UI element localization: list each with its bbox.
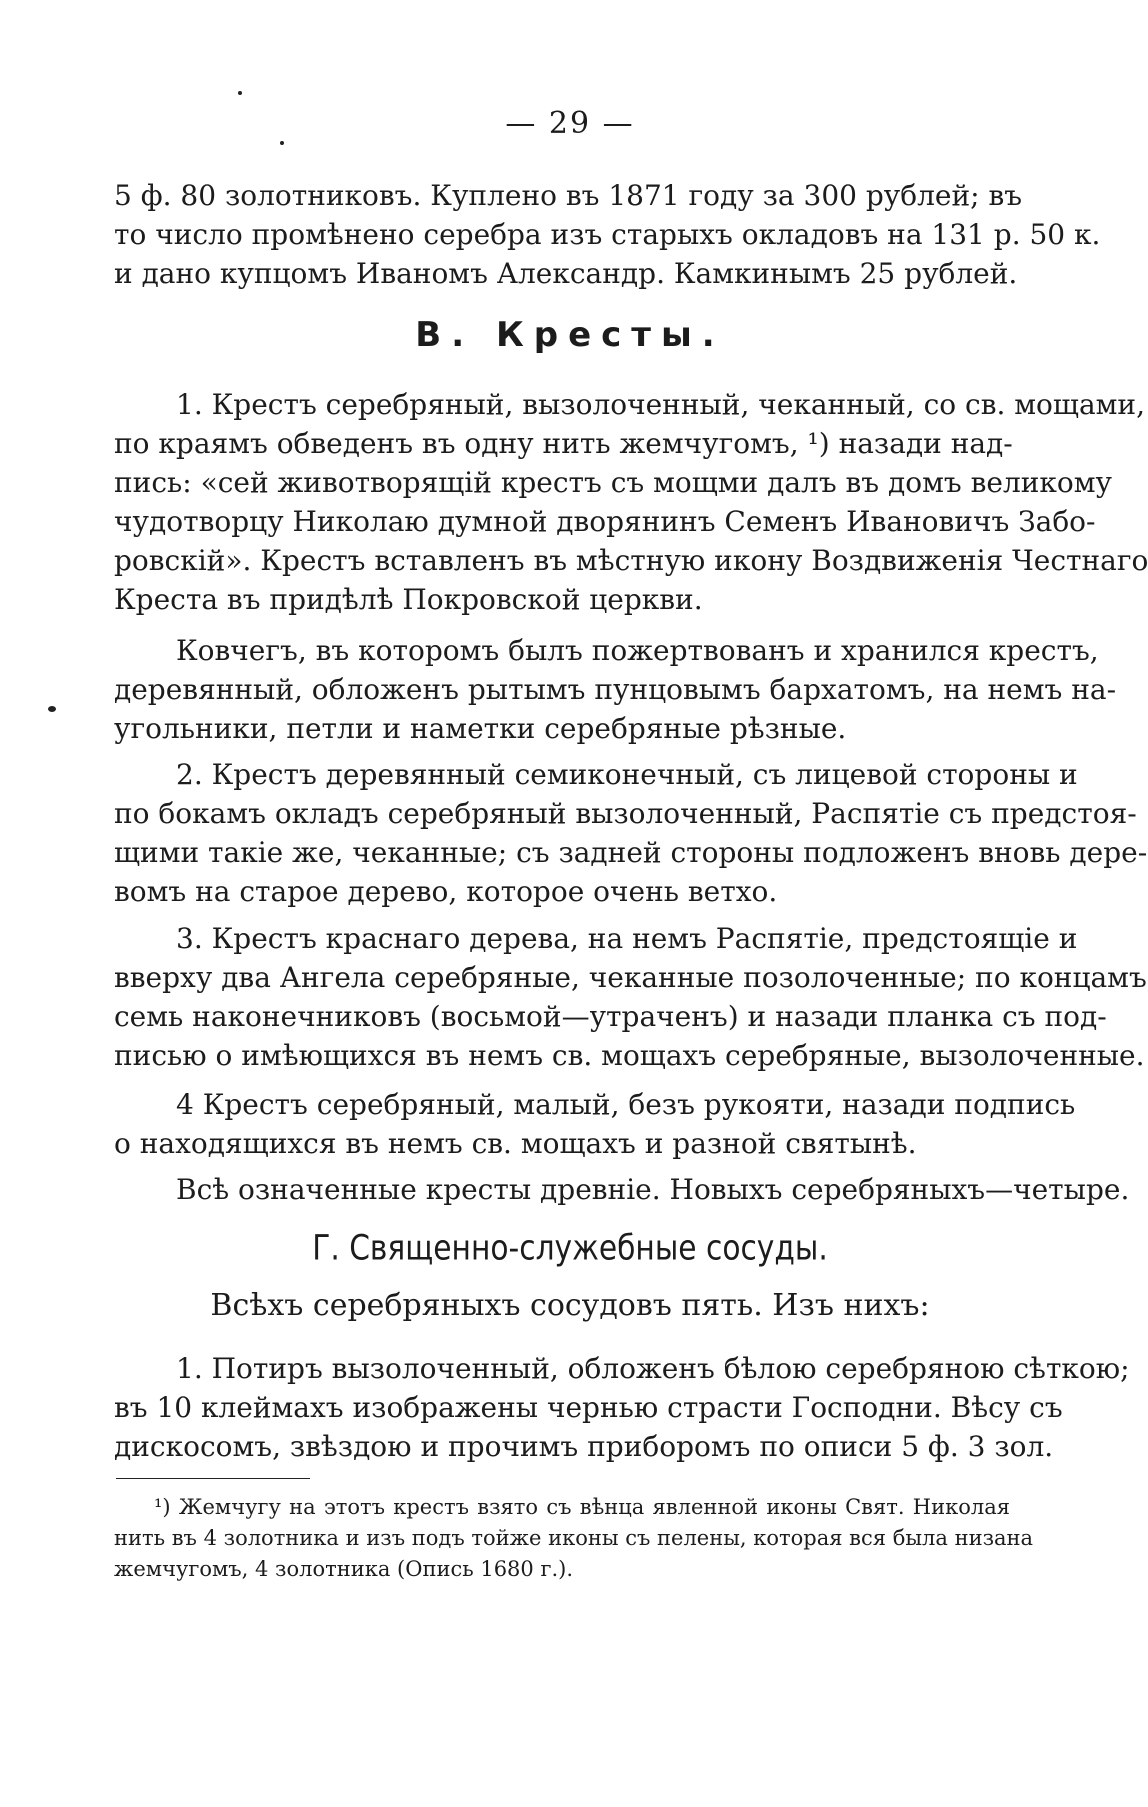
paragraph-cross-4	[114, 1085, 1076, 1163]
page-number: — 29 —	[505, 106, 635, 141]
text-line: чудотворцу Николаю думной дворянинъ Семенъ Ивановичъ Забо-	[114, 505, 1096, 538]
section-heading-vessels: Г. Священно-служебные сосуды.	[312, 1227, 828, 1268]
footnote-line: нить въ 4 золотника и изъ подъ тойже иконы съ пелены, которая вся была низана	[114, 1526, 1034, 1550]
print-speck	[48, 706, 56, 712]
footnote-line: ¹) Жемчугу на этотъ крестъ взято съ вѣнца явленной иконы Свят. Николая	[154, 1495, 1010, 1519]
text-line: Креста въ придѣлѣ Покровской церкви.	[114, 583, 703, 616]
text-line: семь наконечниковъ (восьмой—утраченъ) и назади планка съ под-	[114, 1000, 1107, 1033]
text-line: и дано купцомъ Иваномъ Александр. Камкинымъ 25 рублей.	[114, 257, 1018, 290]
text-line: по бокамъ окладъ серебряный вызолоченный, Распятіе съ предстоя-	[114, 797, 1137, 830]
paragraph-cross-3	[114, 919, 1147, 1075]
footnote-line: жемчугомъ, 4 золотника (Опись 1680 г.).	[114, 1557, 573, 1581]
text-line: 4 Крестъ серебряный, малый, безъ рукояти, назади подпись	[176, 1088, 1076, 1121]
text-line: 5 ф. 80 золотниковъ. Куплено въ 1871 году за 300 рублей; въ	[114, 179, 1023, 212]
print-speck	[280, 141, 284, 145]
text-line: вверху два Ангела серебряные, чеканные позолоченные; по концамъ	[114, 961, 1147, 994]
section-heading-crosses: В. Кресты.	[415, 315, 725, 355]
section-subheading: Всѣхъ серебряныхъ сосудовъ пять. Изъ нихъ:	[210, 1288, 930, 1323]
text-line: 1. Крестъ серебряный, вызолоченный, чеканный, со св. мощами,	[176, 388, 1145, 421]
paragraph-cross-1	[114, 385, 1148, 619]
text-line: о находящихся въ немъ св. мощахъ и разной святынѣ.	[114, 1127, 917, 1160]
text-line: дискосомъ, звѣздою и прочимъ приборомъ по описи 5 ф. 3 зол.	[114, 1430, 1054, 1463]
print-speck	[238, 91, 242, 95]
text-line: вомъ на старое дерево, которое очень ветхо.	[114, 875, 778, 908]
text-line: ровскій». Крестъ вставленъ въ мѣстную икону Воздвиженія Честнаго	[114, 544, 1148, 577]
paragraph-cross-2	[114, 755, 1148, 911]
text-line: Ковчегъ, въ которомъ былъ пожертвованъ и хранился крестъ,	[176, 634, 1099, 667]
footnote	[114, 1492, 1034, 1585]
text-line: угольники, петли и наметки серебряные рѣзные.	[114, 712, 847, 745]
text-line: Всѣ означенные кресты древніе. Новыхъ серебряныхъ—четыре.	[176, 1173, 1130, 1206]
text-line: по краямъ обведенъ въ одну нить жемчугомъ, ¹) назади над-	[114, 427, 1013, 460]
text-line: 3. Крестъ краснаго дерева, на немъ Распятіе, предстоящіе и	[176, 922, 1078, 955]
paragraph-reliquary	[114, 631, 1117, 748]
text-line: 1. Потиръ вызолоченный, обложенъ бѣлою серебряною сѣткою;	[176, 1352, 1130, 1385]
paragraph-summary	[114, 1170, 1130, 1209]
text-line: писью о имѣющихся въ немъ св. мощахъ серебряные, вызолоченные.	[114, 1039, 1145, 1072]
text-line: въ 10 клеймахъ изображены чернью страсти Господни. Вѣсу съ	[114, 1391, 1063, 1424]
footnote-divider	[116, 1478, 310, 1479]
text-line: деревянный, обложенъ рытымъ пунцовымъ бархатомъ, на немъ на-	[114, 673, 1117, 706]
intro-paragraph	[114, 176, 1101, 293]
text-line: пись: «сей животворящій крестъ съ мощми далъ въ домъ великому	[114, 466, 1113, 499]
text-line: то число промѣнено серебра изъ старыхъ окладовъ на 131 р. 50 к.	[114, 218, 1101, 251]
text-line: 2. Крестъ деревянный семиконечный, съ лицевой стороны и	[176, 758, 1078, 791]
paragraph-chalice	[114, 1349, 1130, 1466]
text-line: щими такіе же, чеканные; съ задней стороны подложенъ вновь дере-	[114, 836, 1148, 869]
